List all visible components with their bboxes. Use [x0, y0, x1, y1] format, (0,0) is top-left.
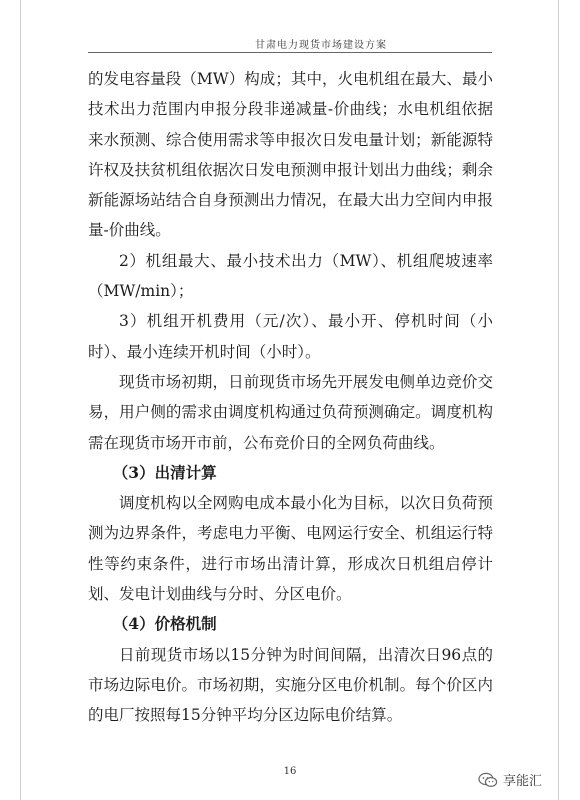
page-number: 16 — [283, 766, 297, 777]
paragraph: 调度机构以全网购电成本最小化为目标，以次日负荷预测为边界条件，考虑电力平衡、电网运行安全、机组运行特性等约束条件，进行市场出清计算，形成次日机组启停计划、发电计划曲线与分时、分区电价。 — [88, 494, 493, 604]
wechat-icon — [478, 772, 498, 788]
watermark-label: 享能汇 — [503, 774, 543, 789]
paragraph: 日前现货市场以15分钟为时间间隔，出清次日96点的市场边际电价。市场初期，实施分区电价机制。每个价区内的电厂按照每15分钟平均分区边际电价结算。 — [88, 645, 493, 725]
wechat-watermark — [478, 770, 542, 789]
paragraph: 2）机组最大、最小技术出力（MW）、机组爬坡速率（MW/min）； — [88, 251, 493, 301]
paragraph: 的发电容量段（MW）构成；其中，火电机组在最大、最小技术出力范围内申报分段非递减量-价曲线；水电机组依据来水预测、综合使用需求等申报次日发电量计划；新能源特许权及扶贫机组依据次日发电预测申报计划出力曲线；剩余新能源场站结合自身预测出力情况，在最大出力空间内申报量-价曲线。 — [88, 70, 493, 240]
paragraph: 3）机组开机费用（元/次）、最小开、停机时间（小时）、最小连续开机时间（小时）。 — [88, 312, 493, 361]
header-divider — [88, 52, 492, 53]
page-header: 甘肃电力现货市场建设方案 — [255, 40, 387, 51]
document-body — [88, 64, 493, 731]
section-heading: （4）价格机制 — [112, 614, 217, 634]
section-heading: （3）出清计算 — [112, 462, 217, 482]
paragraph: 现货市场初期，日前现货市场先开展发电侧单边竞价交易，用户侧的需求由调度机构通过负荷预测确定。调度机构需在现货市场开市前，公布竞价日的全网负荷曲线。 — [88, 372, 493, 452]
